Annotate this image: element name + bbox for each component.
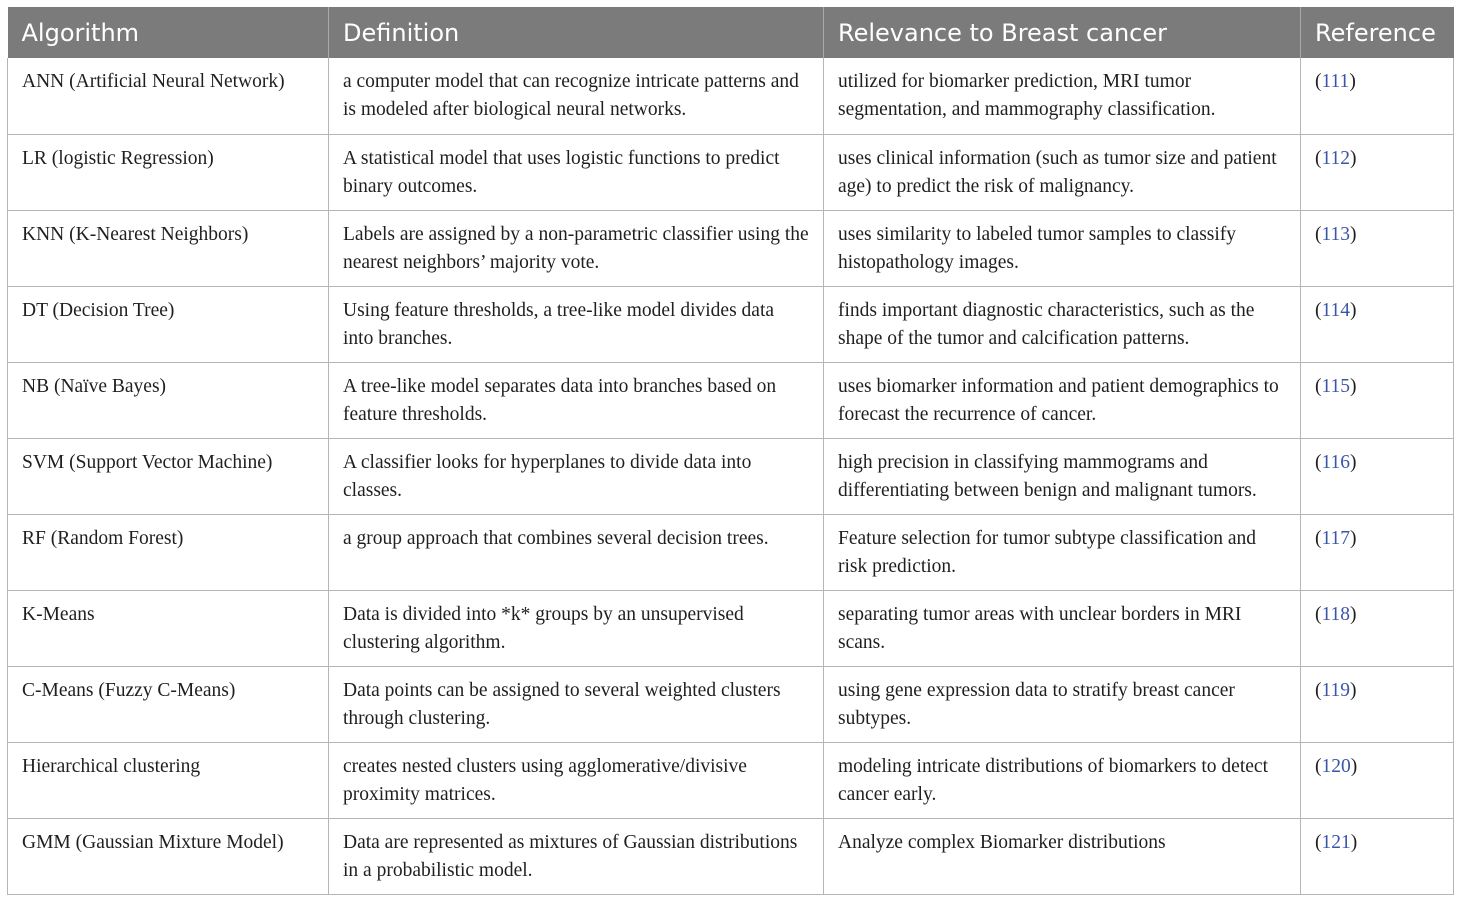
reference-close-paren: ) <box>1350 451 1357 473</box>
reference-close-paren: ) <box>1350 831 1358 853</box>
reference-link[interactable]: 116 <box>1321 451 1351 473</box>
cell-reference <box>1301 742 1454 818</box>
reference-close-paren: ) <box>1350 375 1357 397</box>
cell-reference <box>1301 210 1454 286</box>
cell-reference <box>1301 438 1454 514</box>
cell-reference <box>1301 58 1454 134</box>
reference-close-paren: ) <box>1350 223 1357 245</box>
cell-definition: Using feature thresholds, a tree-like model divides data into branches. <box>329 286 824 362</box>
reference-link[interactable]: 120 <box>1321 755 1351 777</box>
cell-algorithm: RF (Random Forest) <box>8 514 329 590</box>
reference-close-paren: ) <box>1350 679 1357 701</box>
header-relevance: Relevance to Breast cancer <box>824 7 1301 58</box>
reference-link[interactable]: 111 <box>1321 71 1350 92</box>
reference-close-paren: ) <box>1350 603 1357 625</box>
reference-open-paren: ( <box>1315 603 1322 625</box>
reference-close-paren: ) <box>1350 299 1357 321</box>
table-row <box>8 666 1454 742</box>
table-row <box>8 210 1454 286</box>
cell-definition: Data are represented as mixtures of Gaussian distributions in a probabilistic model. <box>329 818 824 894</box>
cell-relevance: Analyze complex Biomarker distributions <box>824 818 1301 894</box>
cell-algorithm: DT (Decision Tree) <box>8 286 329 362</box>
reference-open-paren: ( <box>1315 71 1322 92</box>
table-row <box>8 514 1454 590</box>
cell-algorithm: SVM (Support Vector Machine) <box>8 438 329 514</box>
table-row <box>8 58 1454 134</box>
reference-link[interactable]: 113 <box>1321 223 1351 245</box>
reference-open-paren: ( <box>1315 451 1322 473</box>
reference-open-paren: ( <box>1315 831 1322 853</box>
cell-definition: A tree-like model separates data into branches based on feature thresholds. <box>329 362 824 438</box>
cell-relevance: utilized for biomarker prediction, MRI tumor segmentation, and mammography classification. <box>824 58 1301 134</box>
cell-definition: Data points can be assigned to several weighted clusters through clustering. <box>329 666 824 742</box>
table-row <box>8 134 1454 210</box>
reference-close-paren: ) <box>1350 147 1357 169</box>
reference-link[interactable]: 118 <box>1321 603 1351 625</box>
cell-relevance: uses similarity to labeled tumor samples to classify histopathology images. <box>824 210 1301 286</box>
cell-definition: Labels are assigned by a non-parametric classifier using the nearest neighbors’ majority vote. <box>329 210 824 286</box>
cell-relevance: uses clinical information (such as tumor size and patient age) to predict the risk of malignancy. <box>824 134 1301 210</box>
reference-link[interactable]: 121 <box>1321 831 1351 853</box>
cell-definition: Data is divided into *k* groups by an unsupervised clustering algorithm. <box>329 590 824 666</box>
cell-reference <box>1301 134 1454 210</box>
cell-algorithm: Hierarchical clustering <box>8 742 329 818</box>
reference-close-paren: ) <box>1350 527 1357 549</box>
reference-open-paren: ( <box>1315 147 1322 169</box>
cell-definition: A statistical model that uses logistic functions to predict binary outcomes. <box>329 134 824 210</box>
reference-open-paren: ( <box>1315 375 1322 397</box>
table-header <box>8 7 1454 58</box>
reference-open-paren: ( <box>1315 679 1322 701</box>
reference-open-paren: ( <box>1315 299 1322 321</box>
header-row <box>8 7 1454 58</box>
table-row <box>8 590 1454 666</box>
cell-definition: creates nested clusters using agglomerative/divisive proximity matrices. <box>329 742 824 818</box>
reference-link[interactable]: 115 <box>1321 375 1351 397</box>
cell-algorithm: ANN (Artificial Neural Network) <box>8 58 329 134</box>
cell-relevance: high precision in classifying mammograms and differentiating between benign and malignant tumors. <box>824 438 1301 514</box>
table-row <box>8 438 1454 514</box>
header-algorithm: Algorithm <box>8 7 329 58</box>
reference-open-paren: ( <box>1315 527 1322 549</box>
table-row <box>8 362 1454 438</box>
table-body <box>8 58 1454 894</box>
cell-algorithm: NB (Naïve Bayes) <box>8 362 329 438</box>
header-definition: Definition <box>329 7 824 58</box>
cell-relevance: uses biomarker information and patient demographics to forecast the recurrence of cancer. <box>824 362 1301 438</box>
cell-algorithm: C-Means (Fuzzy C-Means) <box>8 666 329 742</box>
algorithms-table <box>7 7 1454 895</box>
cell-relevance: Feature selection for tumor subtype classification and risk prediction. <box>824 514 1301 590</box>
table-row <box>8 742 1454 818</box>
table-row <box>8 818 1454 894</box>
cell-definition: a group approach that combines several decision trees. <box>329 514 824 590</box>
cell-reference <box>1301 666 1454 742</box>
cell-relevance: modeling intricate distributions of biomarkers to detect cancer early. <box>824 742 1301 818</box>
cell-reference <box>1301 590 1454 666</box>
reference-close-paren: ) <box>1349 71 1356 92</box>
cell-definition: a computer model that can recognize intricate patterns and is modeled after biological neural networks. <box>329 58 824 134</box>
cell-reference <box>1301 818 1454 894</box>
reference-link[interactable]: 112 <box>1321 147 1351 169</box>
cell-reference <box>1301 514 1454 590</box>
reference-close-paren: ) <box>1350 755 1358 777</box>
cell-reference <box>1301 362 1454 438</box>
reference-link[interactable]: 119 <box>1321 679 1351 701</box>
reference-open-paren: ( <box>1315 755 1322 777</box>
cell-relevance: using gene expression data to stratify breast cancer subtypes. <box>824 666 1301 742</box>
cell-relevance: finds important diagnostic characteristics, such as the shape of the tumor and calcification patterns. <box>824 286 1301 362</box>
header-reference: Reference <box>1301 7 1454 58</box>
reference-link[interactable]: 114 <box>1321 299 1351 321</box>
algorithms-table-container <box>7 7 1453 895</box>
reference-open-paren: ( <box>1315 223 1322 245</box>
cell-algorithm: LR (logistic Regression) <box>8 134 329 210</box>
cell-algorithm: GMM (Gaussian Mixture Model) <box>8 818 329 894</box>
cell-algorithm: KNN (K-Nearest Neighbors) <box>8 210 329 286</box>
cell-reference <box>1301 286 1454 362</box>
cell-algorithm: K-Means <box>8 590 329 666</box>
table-row <box>8 286 1454 362</box>
reference-link[interactable]: 117 <box>1321 527 1351 549</box>
cell-relevance: separating tumor areas with unclear borders in MRI scans. <box>824 590 1301 666</box>
cell-definition: A classifier looks for hyperplanes to divide data into classes. <box>329 438 824 514</box>
